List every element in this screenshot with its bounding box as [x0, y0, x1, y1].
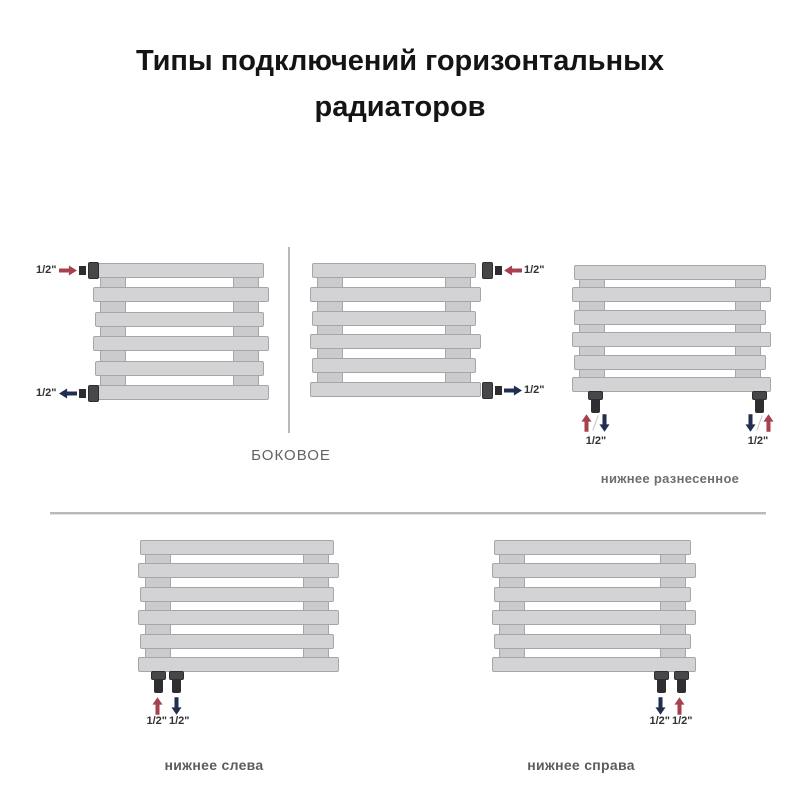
connection-type-label-bottom-spread: нижнее разнесенное [600, 471, 740, 486]
valve-fitting-icon [654, 671, 669, 680]
pipe-stub-icon [495, 386, 502, 395]
pipe-size-label: 1/2" [747, 435, 769, 447]
return-arrow-icon [171, 697, 182, 715]
radiator-tube [312, 263, 476, 278]
supply-arrow-icon [581, 414, 592, 432]
valve-fitting-icon [88, 385, 99, 402]
horizontal-divider [50, 512, 766, 515]
supply-arrow-icon [763, 414, 774, 432]
radiator-tube [310, 334, 481, 349]
radiator-bottom-spread [572, 265, 772, 392]
page-title: Типы подключений горизонтальных радиаторов [135, 45, 665, 124]
radiator-tube [140, 587, 334, 602]
flow-arrows [152, 696, 182, 715]
return-arrow-icon [745, 414, 756, 432]
bottom-valve-fitting [151, 671, 166, 693]
pipe-stub-icon [495, 266, 502, 275]
radiator-tubes [93, 263, 270, 400]
pipe-stub-icon [79, 266, 86, 275]
radiator-tube [312, 311, 476, 326]
valve-fitting-icon [482, 382, 493, 399]
supply-arrow-icon [674, 697, 685, 715]
divider-slash [756, 415, 762, 430]
pipe-size-label: 1/2" [169, 715, 190, 727]
flow-arrows [655, 696, 685, 715]
pipe-size-label: 1/2" [585, 435, 607, 447]
radiator-tubes [138, 540, 340, 672]
radiator-tube [138, 610, 339, 625]
return-arrow-icon [59, 388, 77, 399]
pipe-stub-icon [79, 389, 86, 398]
bottom-valve-fitting [654, 671, 669, 693]
valve-fitting-icon [752, 391, 767, 400]
connection-type-label-side: БОКОВОЕ [251, 447, 331, 464]
pipe-size-label: 1/2" [36, 386, 57, 399]
connection-type-label-bottom-right: нижнее справа [527, 757, 635, 773]
bottom-valve-fitting [674, 671, 689, 693]
pipe-size-label: 1/2" [649, 715, 670, 727]
radiator-tube [312, 358, 476, 373]
radiator-tube [93, 287, 269, 302]
return-arrow-icon [504, 385, 522, 396]
radiator-tube [574, 310, 766, 325]
radiator-tube [138, 563, 339, 578]
pipe-size-label: 1/2" [524, 383, 545, 396]
radiator-tube [93, 336, 269, 351]
pipe-stub-icon [657, 680, 666, 693]
radiator-tube [494, 587, 691, 602]
valve-fitting-icon [88, 262, 99, 279]
radiator-tube [492, 657, 696, 672]
return-arrow-icon [655, 697, 666, 715]
side-connection-return-left [36, 384, 99, 402]
radiator-tube [95, 263, 264, 278]
radiator-tubes [310, 263, 482, 397]
bottom-valve-fitting [588, 391, 603, 413]
pipe-size-label: 1/2" [524, 263, 545, 276]
pipe-stub-icon [755, 400, 764, 413]
radiator-tube [574, 265, 766, 280]
pipe-stub-icon [172, 680, 181, 693]
radiator-bottom-right [492, 540, 697, 672]
pipe-stub-icon [677, 680, 686, 693]
bottom-valve-fitting [752, 391, 767, 413]
radiator-tube [140, 540, 334, 555]
valve-fitting-icon [151, 671, 166, 680]
radiator-tube [572, 377, 771, 392]
radiator-side-right [310, 263, 482, 397]
radiator-tubes [492, 540, 697, 672]
pipe-stub-icon [591, 400, 600, 413]
pipe-size-label: 1/2" [36, 263, 57, 276]
radiator-tube [572, 332, 771, 347]
radiator-tube [572, 287, 771, 302]
pipe-stub-icon [154, 680, 163, 693]
side-connection-return-right [482, 381, 545, 399]
radiator-tube [95, 312, 264, 327]
bottom-valve-fitting [169, 671, 184, 693]
valve-fitting-icon [169, 671, 184, 680]
supply-arrow-icon [504, 265, 522, 276]
pipe-size-labels [649, 716, 692, 727]
radiator-tube [310, 382, 481, 397]
radiator-tube [492, 563, 696, 578]
flow-arrows-left [581, 413, 610, 432]
radiator-tubes [572, 265, 772, 392]
connection-type-label-bottom-left: нижнее слева [164, 757, 264, 773]
radiator-tube [93, 385, 269, 400]
pipe-size-label: 1/2" [146, 715, 167, 727]
return-arrow-icon [599, 414, 610, 432]
radiator-tube [574, 355, 766, 370]
flow-arrows-right [745, 413, 774, 432]
supply-arrow-icon [152, 697, 163, 715]
valve-fitting-icon [482, 262, 493, 279]
radiator-tube [494, 540, 691, 555]
vertical-divider [288, 247, 290, 433]
divider-slash [592, 415, 598, 430]
pipe-size-label: 1/2" [672, 715, 693, 727]
radiator-tube [494, 634, 691, 649]
radiator-tube [140, 634, 334, 649]
radiator-tube [310, 287, 481, 302]
side-connection-supply-right [482, 261, 545, 279]
radiator-tube [95, 361, 264, 376]
valve-fitting-icon [588, 391, 603, 400]
pipe-size-labels [146, 716, 189, 727]
radiator-bottom-left [138, 540, 340, 672]
valve-fitting-icon [674, 671, 689, 680]
side-connection-supply-left [36, 261, 99, 279]
radiator-tube [492, 610, 696, 625]
radiator-tube [138, 657, 339, 672]
radiator-side-left [93, 263, 270, 400]
supply-arrow-icon [59, 265, 77, 276]
